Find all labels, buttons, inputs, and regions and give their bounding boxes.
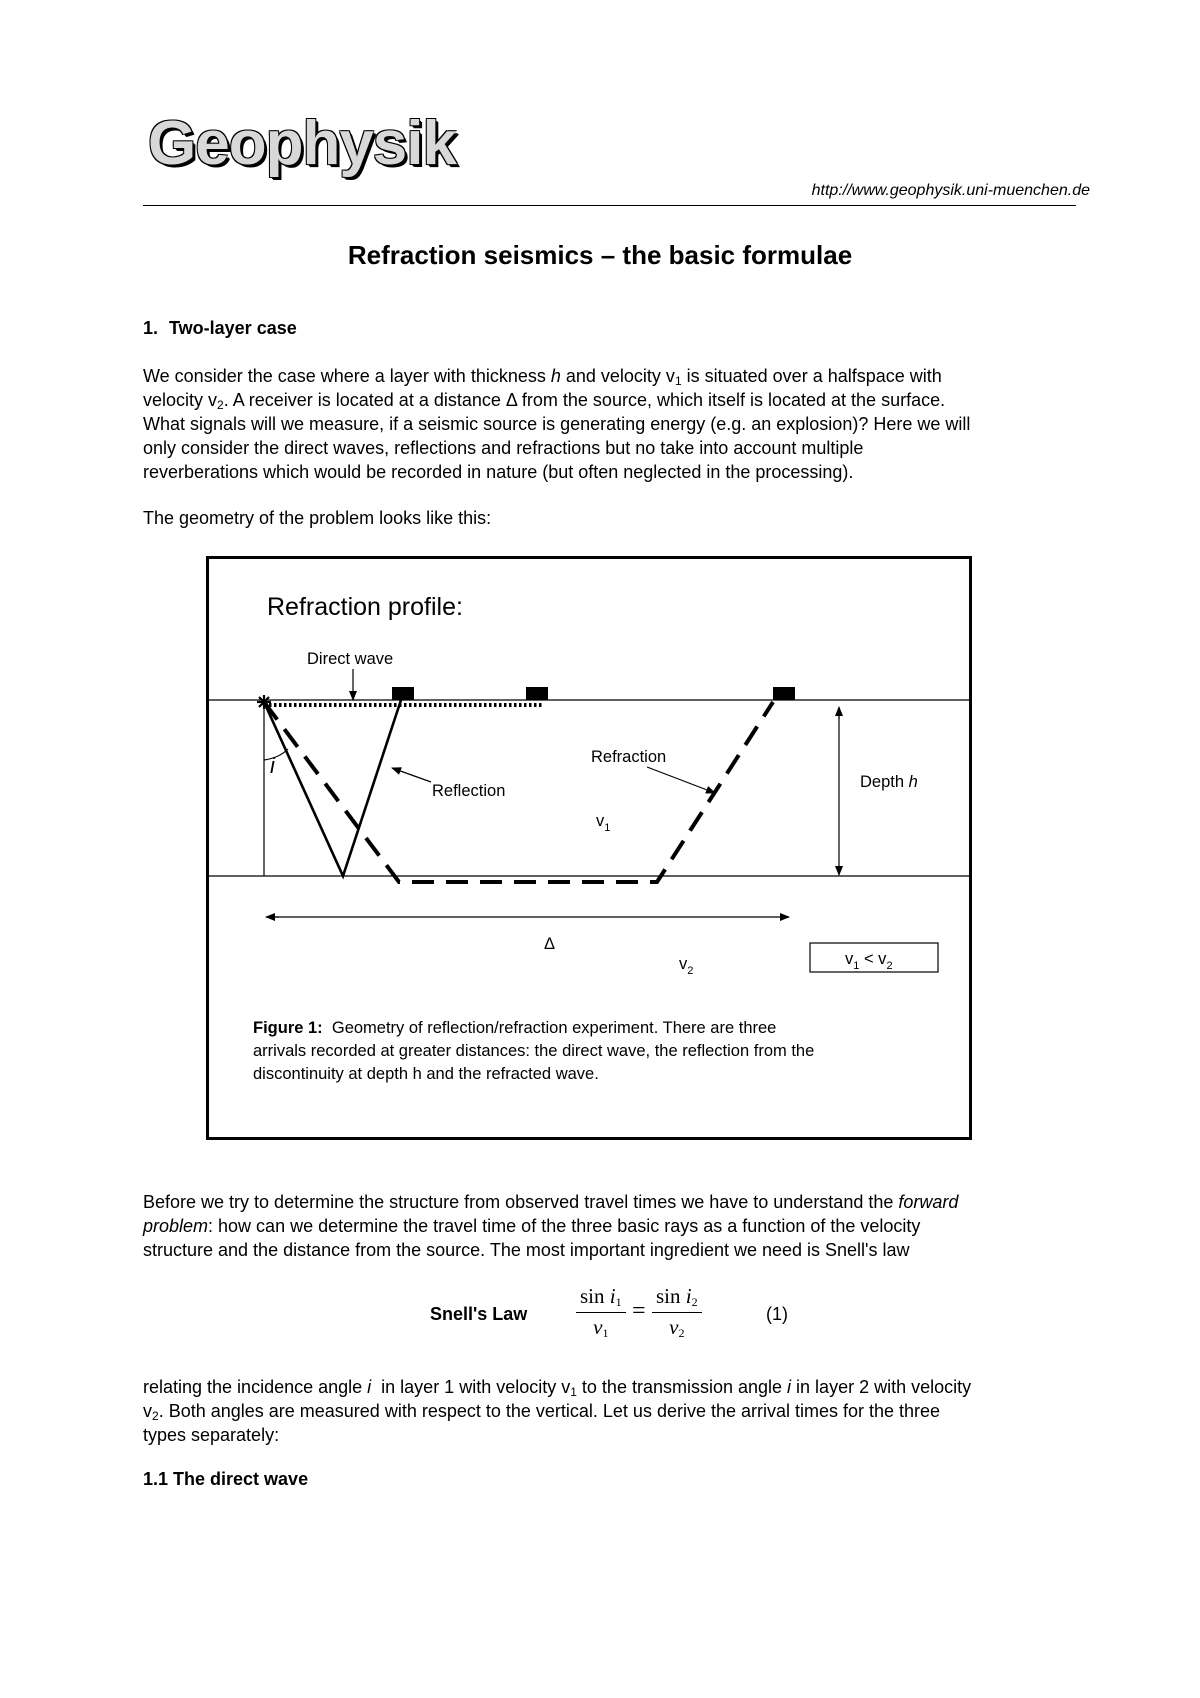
figure-heading: Refraction profile:: [267, 593, 463, 621]
velocity-relation-label: [845, 950, 893, 972]
section-heading-text: Two-layer case: [169, 318, 297, 338]
caption-line-2: arrivals recorded at greater distances: the direct wave, the reflection from the: [253, 1042, 815, 1060]
v1-label-sub: 1: [604, 822, 611, 834]
intro-line-1: [143, 364, 1077, 388]
v-2-sub: 2: [678, 1326, 685, 1340]
relating-i-b: i: [787, 1377, 792, 1397]
fraction-2-numerator: [652, 1284, 702, 1313]
receiver-2: [526, 687, 548, 700]
direct-wave-label: Direct wave: [307, 650, 394, 668]
relating-i-a: i: [367, 1377, 372, 1397]
geometry-sentence: The geometry of the problem looks like this:: [143, 508, 492, 528]
forward-text: Before we try to determine the structure from observed travel times we have to understand the: [143, 1192, 899, 1212]
figure-box: [206, 556, 972, 1140]
header-url[interactable]: http://www.geophysik.uni-muenchen.de: [811, 182, 1090, 199]
refraction-label: Refraction: [591, 748, 667, 766]
intro-line-2: [143, 388, 1077, 412]
v-1-sub: 1: [602, 1326, 609, 1340]
intro-paragraph: [143, 364, 1077, 484]
caption-bold: Figure 1:: [253, 1019, 323, 1037]
relating-line-1: [143, 1375, 1077, 1399]
relating-text: relating the incidence angle: [143, 1377, 368, 1397]
relating-line-3: types separately:: [143, 1425, 280, 1445]
section-heading-two-layer: [143, 318, 297, 339]
forward-line-3: structure and the distance from the source. The most important ingredient we need is Snell's law: [143, 1240, 910, 1260]
receiver-1: [392, 687, 414, 700]
snell-fraction-2: [652, 1284, 702, 1341]
forward-text: : how can we determine the travel time of the three basic rays as a function of the velocity: [208, 1216, 921, 1236]
forward-italic: forward: [898, 1192, 959, 1212]
relating-text: in layer 2 with velocity: [791, 1377, 972, 1397]
i-1-sub: 1: [615, 1295, 622, 1309]
refraction-arrow: [647, 767, 715, 793]
intro-line-5: reverberations which would be recorded in nature (but often neglected in the processing).: [143, 462, 854, 482]
equation-number: (1): [766, 1304, 788, 1324]
depth-label: [860, 773, 918, 791]
snell-law-label: Snell's Law: [430, 1304, 528, 1324]
fraction-2-denominator: [652, 1313, 702, 1341]
caption-line-3: discontinuity at depth h and the refracted wave.: [253, 1065, 599, 1083]
relating-text: v: [143, 1401, 152, 1421]
relating-text: in layer 1 with velocity v: [371, 1377, 571, 1397]
intro-h: h: [550, 366, 561, 386]
intro-text: . A receiver is located at a distance Δ from the source, which itself is located at the surface.: [223, 390, 946, 410]
reflection-arrow: [392, 768, 431, 782]
problem-italic: problem: [143, 1216, 209, 1236]
box-v1: v: [845, 950, 854, 968]
relating-line-2: [143, 1399, 1077, 1423]
v2-label: [679, 955, 693, 977]
reflection-ray: [264, 700, 401, 876]
relating-text: to the transmission angle: [576, 1377, 788, 1397]
intro-sub: 2: [217, 398, 224, 412]
box-v2-sub: 2: [886, 960, 893, 972]
v-2: v: [669, 1315, 679, 1339]
intro-line-3: What signals will we measure, if a seismic source is generating energy (e.g. an explosion)? Here we will: [143, 414, 971, 434]
depth-label-h: h: [908, 773, 918, 791]
delta-label: Δ: [544, 935, 556, 953]
fraction-1-numerator: [576, 1284, 626, 1313]
i-1: i: [609, 1284, 616, 1308]
header-rule: [143, 205, 1076, 206]
intro-text: is situated over a halfspace with: [681, 366, 942, 386]
page-title: Refraction seismics – the basic formulae: [347, 240, 853, 270]
v2-label-sub: 2: [687, 965, 694, 977]
section-number: 1.: [143, 318, 159, 338]
relating-sub: 1: [570, 1385, 577, 1399]
i-2-sub: 2: [691, 1295, 698, 1309]
box-v1-sub: 1: [853, 960, 860, 972]
relating-text: . Both angles are measured with respect to the vertical. Let us derive the arrival times for the three: [158, 1401, 941, 1421]
subsection-direct-wave: 1.1 The direct wave: [143, 1469, 309, 1489]
intro-text: velocity v: [143, 390, 218, 410]
geophysik-logo: Geophysik: [148, 109, 456, 178]
intro-text: and velocity v: [560, 366, 675, 386]
caption-text: Geometry of reflection/refraction experiment. There are three: [322, 1019, 777, 1037]
receiver-3: [773, 687, 795, 700]
relating-paragraph: [143, 1375, 1077, 1447]
angle-label: i: [270, 753, 275, 778]
figure-caption: [253, 1017, 893, 1086]
i-2: i: [685, 1284, 692, 1308]
v2-label-letter: v: [679, 955, 688, 973]
intro-sub: 1: [674, 374, 682, 388]
relating-sub: 2: [152, 1409, 159, 1423]
v1-label: [596, 812, 610, 834]
box-lt: < v: [859, 950, 887, 968]
intro-line-4: only consider the direct waves, reflections and refractions but no take into account multiple: [143, 438, 864, 458]
intro-text: We consider the case where a layer with thickness: [143, 366, 551, 386]
forward-line-1: [143, 1190, 1077, 1214]
forward-line-2: [143, 1214, 1077, 1238]
reflection-label: Reflection: [432, 782, 506, 800]
caption-line-1: [253, 1017, 893, 1040]
sin-1: sin: [580, 1284, 610, 1308]
v1-label-letter: v: [596, 812, 605, 830]
angle-arc: [264, 749, 288, 760]
fraction-1-denominator: [576, 1313, 626, 1341]
refraction-ray: [264, 702, 773, 882]
snell-fraction-1: [576, 1284, 626, 1341]
depth-label-text: Depth: [860, 773, 909, 791]
equals-sign: =: [632, 1298, 646, 1324]
sin-2: sin: [656, 1284, 686, 1308]
forward-paragraph: [143, 1190, 1077, 1262]
v-1: v: [593, 1315, 603, 1339]
